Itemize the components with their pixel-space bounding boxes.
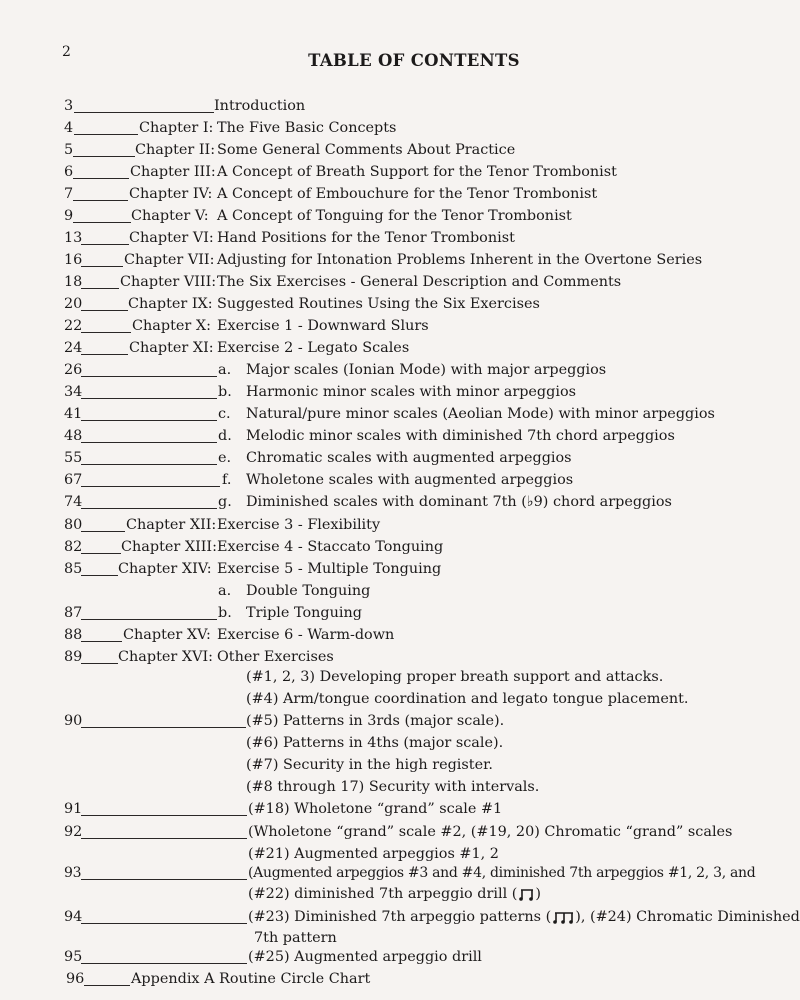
toc-entry-tonguing-b[interactable] [0, 602, 774, 624]
leader-line [81, 376, 217, 377]
entry-title: (#18) Wholetone “grand” scale #1 [248, 801, 503, 817]
entry-title: Diminished scales with dominant 7th (♭9) chord arpeggios [246, 494, 672, 510]
chapter-label: Chapter VIII: [120, 274, 217, 290]
page-ref: 7 [64, 186, 74, 202]
toc-entry-scale-g[interactable] [0, 491, 774, 513]
item-letter: a. [218, 362, 232, 378]
chapter-label: Chapter VII: [124, 252, 215, 268]
chapter-label: Chapter XIII: [121, 539, 217, 555]
page-ref: 9 [64, 208, 74, 224]
page-ref: 74 [64, 494, 83, 510]
toc-entry-other-19[interactable] [0, 821, 774, 843]
toc-entry-other-7[interactable] [0, 754, 774, 776]
toc-entry-scale-a[interactable] [0, 359, 774, 381]
entry-title: (#6) Patterns in 4ths (major scale). [246, 735, 504, 751]
page-ref: 94 [64, 909, 83, 925]
chapter-label: Chapter XI: [129, 340, 214, 356]
entry-title: (#4) Arm/tongue coordination and legato tongue placement. [246, 691, 689, 707]
entry-title: Some General Comments About Practice [217, 142, 516, 158]
toc-entry-scale-f[interactable] [0, 469, 774, 491]
toc-entry-chapter-3[interactable] [0, 161, 774, 183]
leader-line [81, 815, 247, 816]
eighth-notes-icon [519, 888, 535, 901]
page-ref: 67 [64, 472, 83, 488]
leader-line [73, 222, 131, 223]
entry-title: (#1, 2, 3) Developing proper breath support and attacks. [246, 669, 664, 685]
entry-title: Other Exercises [217, 649, 334, 665]
toc-entry-chapter-14[interactable] [0, 558, 774, 580]
entry-title: Exercise 5 - Multiple Tonguing [217, 561, 442, 577]
item-letter: a. [218, 583, 232, 599]
toc-entry-chapter-15[interactable] [0, 624, 774, 646]
leader-line [73, 156, 135, 157]
leader-line [81, 442, 217, 443]
entry-title: (Augmented arpeggios #3 and #4, diminished 7th arpeggios #1, 2, 3, and [248, 865, 756, 881]
chapter-label: Chapter XVI: [118, 649, 213, 665]
entry-title: Introduction [214, 98, 306, 114]
entry-title: Adjusting for Intonation Problems Inherent in the Overtone Series [217, 252, 703, 268]
page-ref: 90 [64, 713, 83, 729]
entry-title: (#8 through 17) Security with intervals. [246, 779, 540, 795]
entry-title: The Five Basic Concepts [217, 120, 397, 136]
page-ref: 16 [64, 252, 83, 268]
toc-entry-chapter-2[interactable] [0, 139, 774, 161]
leader-line [81, 354, 128, 355]
leader-line [81, 398, 217, 399]
page-ref: 89 [64, 649, 83, 665]
toc-entry-other-1[interactable] [0, 666, 774, 688]
toc-entry-other-8[interactable] [0, 776, 774, 798]
item-letter: g. [218, 494, 232, 510]
leader-line [81, 641, 122, 642]
entry-title-rest: ), (#24) Chromatic Diminished [575, 909, 800, 925]
chapter-label: Chapter XIV: [118, 561, 212, 577]
leader-line [81, 663, 118, 664]
leader-line [81, 879, 247, 880]
toc-entry-chapter-5[interactable] [0, 205, 774, 227]
chapter-label: Chapter III: [130, 164, 216, 180]
entry-title: (#21) Augmented arpeggios #1, 2 [248, 846, 499, 862]
toc-entry-chapter-11[interactable] [0, 337, 774, 359]
leader-line [81, 508, 217, 509]
page-ref: 41 [64, 406, 83, 422]
toc-entry-chapter-6[interactable] [0, 227, 774, 249]
leader-line [81, 727, 246, 728]
entry-title: (#5) Patterns in 3rds (major scale). [246, 713, 505, 729]
item-letter: c. [218, 406, 231, 422]
item-letter: b. [218, 605, 232, 621]
page-number: 2 [62, 44, 71, 60]
leader-line [81, 486, 220, 487]
toc-entry-chapter-7[interactable] [0, 249, 774, 271]
chapter-label: Chapter I: [139, 120, 214, 136]
entry-title: Triple Tonguing [246, 605, 362, 621]
page-ref: 3 [64, 98, 74, 114]
page-ref: 96 [66, 971, 85, 987]
entry-title: Suggested Routines Using the Six Exercises [217, 296, 540, 312]
toc-entry-other-25[interactable] [0, 946, 774, 968]
page-ref: 82 [64, 539, 83, 555]
entry-title: (Wholetone “grand” scale #2, (#19, 20) Chromatic “grand” scales [248, 824, 733, 840]
leader-line [81, 464, 217, 465]
page-ref: 91 [64, 801, 83, 817]
leader-line [81, 553, 121, 554]
entry-title-end: ) [535, 886, 542, 902]
page-ref: 92 [64, 824, 83, 840]
page-ref: 85 [64, 561, 83, 577]
page-ref: 5 [64, 142, 74, 158]
leader-line [81, 619, 217, 620]
page-ref: 13 [64, 230, 83, 246]
leader-line [81, 244, 129, 245]
toc-entry-other-5[interactable] [0, 710, 774, 732]
page-ref: 22 [64, 318, 83, 334]
page-ref: 88 [64, 627, 83, 643]
item-letter: b. [218, 384, 232, 400]
chapter-label: Chapter II: [135, 142, 216, 158]
toc-entry-other-4[interactable] [0, 688, 774, 710]
toc-entry-chapter-13[interactable] [0, 536, 774, 558]
leader-line [81, 332, 131, 333]
entry-title: A Concept of Embouchure for the Tenor Trombonist [217, 186, 598, 202]
toc-entry-chapter-12[interactable] [0, 514, 774, 536]
chapter-label: Appendix A [131, 971, 215, 987]
page-ref: 87 [64, 605, 83, 621]
page-ref: 6 [64, 164, 74, 180]
page-ref: 24 [64, 340, 83, 356]
toc-entry-scale-b[interactable] [0, 381, 774, 403]
entry-title: Melodic minor scales with diminished 7th chord arpeggios [246, 428, 675, 444]
leader-line [81, 266, 123, 267]
toc-entry-other-23[interactable] [0, 906, 800, 928]
entry-title-wrap [248, 883, 541, 905]
page-ref: 18 [64, 274, 83, 290]
entry-title: (#23) Diminished 7th arpeggio patterns ( [248, 909, 552, 925]
entry-title: Exercise 1 - Downward Slurs [217, 318, 429, 334]
entry-title: Hand Positions for the Tenor Trombonist [217, 230, 515, 246]
page-ref: 80 [64, 517, 83, 533]
leader-line [74, 134, 138, 135]
page-title: TABLE OF CONTENTS [308, 51, 520, 70]
toc-entry-chapter-10[interactable] [0, 315, 774, 337]
toc-entry-chapter-4[interactable] [0, 183, 774, 205]
chapter-label: Chapter IV: [129, 186, 213, 202]
leader-line [81, 310, 128, 311]
chapter-label: Chapter XII: [126, 517, 217, 533]
page-ref: 34 [64, 384, 83, 400]
leader-line [81, 420, 217, 421]
page-ref: 26 [64, 362, 83, 378]
toc-entry-scale-c[interactable] [0, 403, 774, 425]
page-ref: 93 [64, 865, 82, 881]
toc-entry-other-18[interactable] [0, 798, 774, 820]
leader-line [84, 985, 130, 986]
toc-entry-other-6[interactable] [0, 732, 774, 754]
leader-line [74, 112, 214, 113]
leader-line [73, 200, 128, 201]
page-ref: 20 [64, 296, 83, 312]
page-ref: 55 [64, 450, 83, 466]
triplet-notes-icon [553, 911, 575, 924]
entry-title: A Concept of Breath Support for the Tenor Trombonist [217, 164, 617, 180]
entry-title: Double Tonguing [246, 583, 371, 599]
chapter-label: Chapter XV: [123, 627, 211, 643]
chapter-label: Chapter V: [131, 208, 209, 224]
page-ref: 4 [64, 120, 74, 136]
leader-line [81, 963, 247, 964]
leader-line [73, 178, 129, 179]
entry-title: 7th pattern [254, 930, 337, 946]
leader-line [81, 531, 125, 532]
entry-title: The Six Exercises - General Description and Comments [217, 274, 622, 290]
page-ref: 95 [64, 949, 83, 965]
item-letter: f. [222, 472, 232, 488]
toc-entry-appendix-a[interactable] [0, 968, 774, 990]
entry-title: Chromatic scales with augmented arpeggios [246, 450, 572, 466]
item-letter: d. [218, 428, 232, 444]
toc-entry-scale-d[interactable] [0, 425, 774, 447]
entry-title: A Concept of Tonguing for the Tenor Trombonist [217, 208, 572, 224]
chapter-label: Chapter IX: [128, 296, 213, 312]
toc-entry-other-aug[interactable] [0, 862, 774, 884]
toc-entry-tonguing-a[interactable] [0, 580, 774, 602]
entry-title: (#22) diminished 7th arpeggio drill ( [248, 886, 518, 902]
entry-title: Natural/pure minor scales (Aeolian Mode) with minor arpeggios [246, 406, 715, 422]
toc-entry-other-22[interactable] [0, 883, 774, 905]
toc-entry-chapter-9[interactable] [0, 293, 774, 315]
leader-line [81, 923, 247, 924]
toc-entry-scale-e[interactable] [0, 447, 774, 469]
entry-title: Exercise 4 - Staccato Tonguing [217, 539, 444, 555]
entry-title: (#7) Security in the high register. [246, 757, 493, 773]
entry-title: Exercise 2 - Legato Scales [217, 340, 410, 356]
chapter-label: Chapter VI: [129, 230, 214, 246]
chapter-label: Chapter X: [132, 318, 211, 334]
toc-entry-chapter-8[interactable] [0, 271, 774, 293]
entry-title: Exercise 3 - Flexibility [217, 517, 381, 533]
entry-title: Routine Circle Chart [219, 971, 371, 987]
leader-line [81, 575, 118, 576]
entry-title: (#25) Augmented arpeggio drill [248, 949, 482, 965]
toc-entry-chapter-1[interactable] [0, 117, 774, 139]
page-ref: 48 [64, 428, 83, 444]
leader-line [81, 838, 247, 839]
entry-title: Wholetone scales with augmented arpeggios [246, 472, 574, 488]
entry-title: Exercise 6 - Warm-down [217, 627, 395, 643]
toc-entry-introduction[interactable] [0, 95, 774, 117]
entry-title-wrap [248, 906, 800, 928]
entry-title: Harmonic minor scales with minor arpeggios [246, 384, 577, 400]
entry-title: Major scales (Ionian Mode) with major arpeggios [246, 362, 607, 378]
item-letter: e. [218, 450, 232, 466]
toc-entry-chapter-16[interactable] [0, 646, 774, 668]
leader-line [81, 288, 119, 289]
